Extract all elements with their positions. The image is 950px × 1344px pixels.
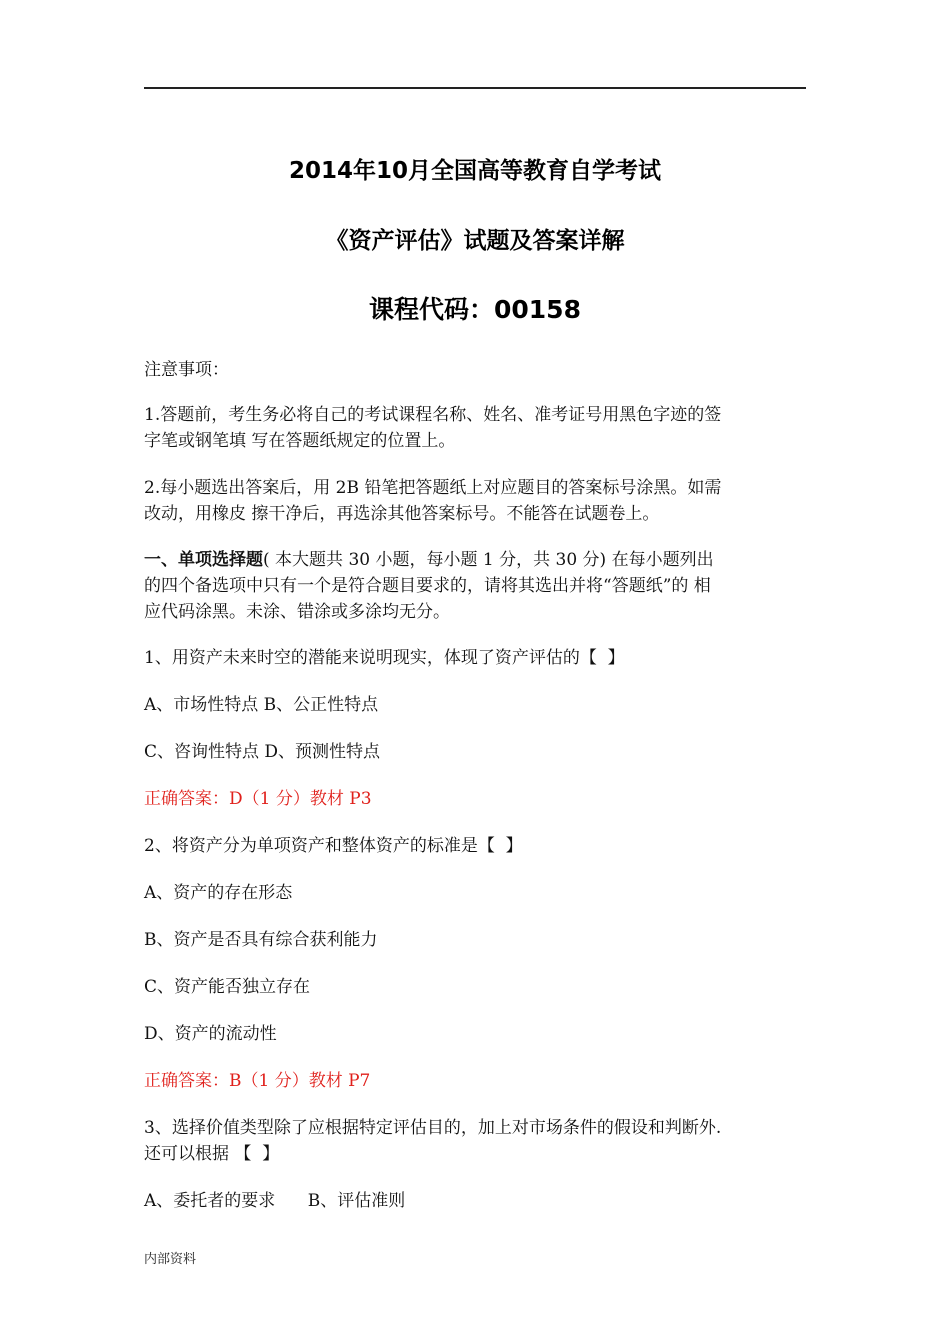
question-2-answer: 正确答案：B（1 分）教材 P7	[144, 1071, 371, 1091]
note-1-line-2: 字笔或钢笔填 写在答题纸规定的位置上。	[144, 431, 456, 451]
section-1-line-2: 的四个备选项中只有一个是符合题目要求的，请将其选出并将“答题纸”的 相	[144, 576, 711, 596]
notes-heading: 注意事项：	[144, 360, 229, 380]
question-2-option-a: A、资产的存在形态	[144, 883, 293, 903]
question-1-stem: 1、用资产未来时空的潜能来说明现实，体现了资产评估的【 】	[144, 648, 625, 668]
question-3-option-ab: A、委托者的要求 B、评估准则	[144, 1191, 406, 1211]
section-1-label: 一、单项选择题	[144, 550, 263, 570]
question-2-option-d: D、资产的流动性	[144, 1024, 277, 1044]
question-2-stem: 2、将资产分为单项资产和整体资产的标准是【 】	[144, 836, 523, 856]
section-1-line-1	[144, 547, 814, 573]
doc-title-exam: 2014年10月全国高等教育自学考试	[288, 158, 662, 184]
question-2-option-b: B、资产是否具有综合获利能力	[144, 930, 378, 950]
question-2-option-c: C、资产能否独立存在	[144, 977, 311, 997]
doc-title-course-code: 课程代码：00158	[369, 295, 581, 324]
note-2-line-1: 2.每小题选出答案后，用 2B 铅笔把答题纸上对应题目的答案标号涂黑。如需	[144, 478, 722, 498]
footer-text: 内部资料	[144, 1252, 197, 1267]
question-3-stem-line-2: 还可以根据 【 】	[144, 1144, 280, 1164]
question-1-option-cd: C、咨询性特点 D、预测性特点	[144, 742, 381, 762]
doc-title-subject: 《资产评估》试题及答案详解	[325, 228, 625, 254]
header-rule	[144, 87, 806, 89]
question-3-stem-line-1: 3、选择价值类型除了应根据特定评估目的，加上对市场条件的假设和判断外.	[144, 1118, 722, 1138]
section-1-line-3: 应代码涂黑。未涂、错涂或多涂均无分。	[144, 602, 450, 622]
section-1-desc: ( 本大题共 30 小题，每小题 1 分，共 30 分) 在每小题列出	[263, 550, 714, 570]
note-1-line-1: 1.答题前，考生务必将自己的考试课程名称、姓名、准考证号用黑色字迹的签	[144, 405, 722, 425]
question-1-answer: 正确答案：D（1 分）教材 P3	[144, 789, 372, 809]
note-2-line-2: 改动，用橡皮 擦干净后，再选涂其他答案标号。不能答在试题卷上。	[144, 504, 660, 524]
question-1-option-ab: A、市场性特点 B、公正性特点	[144, 695, 379, 715]
